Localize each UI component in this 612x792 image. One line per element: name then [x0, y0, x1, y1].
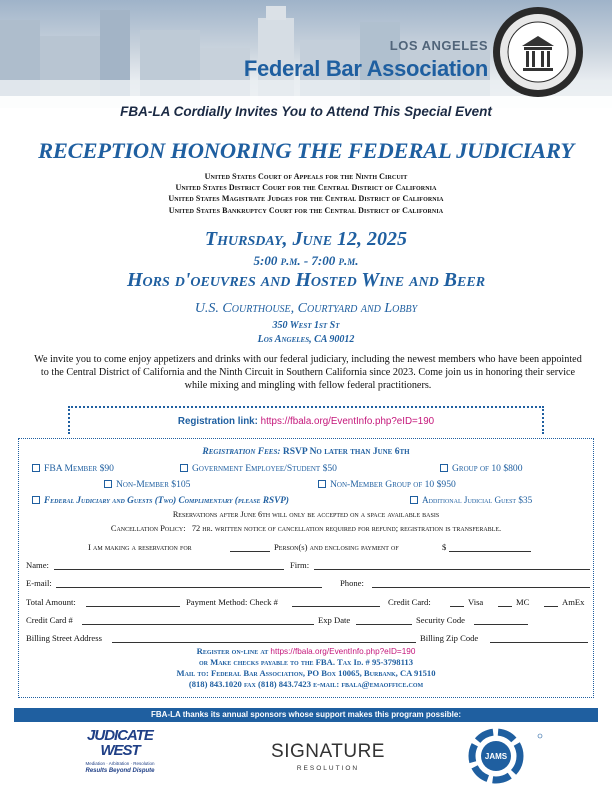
event-time: 5:00 p.m. - 7:00 p.m.: [253, 253, 359, 268]
firm-input[interactable]: [314, 569, 590, 570]
option-judiciary[interactable]: Federal Judiciary and Guests (Two) Complimentary (please RSVP): [32, 495, 289, 505]
credit-card-label: Credit Card:: [388, 597, 431, 607]
registration-link-box: [68, 406, 544, 434]
jams-text: JAMS: [484, 752, 508, 761]
option-non-member[interactable]: Non-Member $105: [104, 479, 190, 490]
option-gov-employee[interactable]: Government Employee/Student $50: [180, 463, 337, 474]
checks-line: or Make checks payable to the FBA. Tax Id. # 95-3798113: [198, 657, 414, 667]
signature-text: SIGNATURE: [271, 741, 385, 762]
reserve-label-b: Person(s) and enclosing payment of: [274, 542, 399, 552]
mc-check[interactable]: [498, 606, 512, 607]
event-title: RECEPTION HONORING THE FEDERAL JUDICIARY: [38, 138, 574, 163]
cancel-label: Cancellation Policy:: [110, 524, 186, 533]
billing-street-input[interactable]: [112, 642, 416, 643]
intro-paragraph: We invite you to come enjoy appetizers and drinks with our federal judiciary, including the newest members who have been appointed to the Central District of California and the Ninth Circuit in Southern California since 2023. Come join us in honoring their service while mixing and mingling with fellow federal practitioners.: [34, 354, 582, 392]
billing-street-label: Billing Street Address: [26, 633, 102, 643]
checkbox[interactable]: [318, 480, 326, 488]
org-subtitle: LOS ANGELES: [389, 38, 488, 53]
venue-street: 350 West 1st St: [272, 320, 340, 331]
registration-label: Registration link:: [177, 416, 258, 427]
register-online-line: [0, 646, 612, 657]
fba-seal-logo: [492, 6, 584, 98]
checkbox[interactable]: [410, 496, 418, 504]
event-date: Thursday, June 12, 2025: [204, 228, 408, 250]
west-text: WEST: [100, 742, 140, 759]
exp-date-input[interactable]: [356, 624, 412, 625]
court-item: United States District Court for the Central District of California: [175, 183, 437, 193]
register-online-link[interactable]: https://fbala.org/EventInfo.php?eID=190: [270, 647, 416, 656]
firm-label: Firm:: [290, 560, 310, 570]
checkbox[interactable]: [32, 496, 40, 504]
resolution-text: RESOLUTION: [296, 765, 360, 772]
mail-to-line: Mail to: Federal Bar Association, PO Box 10065, Burbank, CA 91510: [176, 668, 436, 678]
total-amount-input[interactable]: [86, 606, 180, 607]
visa-check[interactable]: [450, 606, 464, 607]
registration-link[interactable]: https://fbala.org/EventInfo.php?eID=190: [260, 416, 435, 427]
security-code-label: Security Code: [416, 615, 465, 625]
checkbox[interactable]: [440, 464, 448, 472]
email-label: E-mail:: [26, 578, 52, 588]
court-item: United States Court of Appeals for the Ninth Circuit: [204, 172, 408, 181]
name-input[interactable]: [54, 569, 284, 570]
phone-label: Phone:: [340, 578, 364, 588]
checkbox[interactable]: [32, 464, 40, 472]
checkbox[interactable]: [180, 464, 188, 472]
email-input[interactable]: [56, 587, 322, 588]
court-item: United States Bankruptcy Court for the Central District of California: [168, 205, 444, 215]
fees-rsvp: RSVP No later than June 6th: [282, 447, 410, 457]
payment-method-label: Payment Method: Check #: [186, 597, 278, 607]
billing-zip-input[interactable]: [490, 642, 588, 643]
venue-city: Los Angeles, CA 90012: [257, 334, 355, 345]
option-additional-judicial-guest[interactable]: Additional Judicial Guest $35: [410, 495, 532, 505]
check-number-input[interactable]: [292, 606, 380, 607]
event-venue: U.S. Courthouse, Courtyard and Lobby: [194, 301, 418, 316]
phone-input[interactable]: [372, 587, 590, 588]
judicate-text: JUDICATE: [87, 727, 153, 744]
header-banner: [0, 0, 612, 108]
mc-label: MC: [516, 597, 530, 607]
reserve-label-a: I am making a reservation for: [88, 542, 192, 552]
org-name: Federal Bar Association: [243, 56, 488, 81]
amex-label: AmEx: [562, 597, 585, 607]
mail-info: [0, 646, 612, 690]
fees-label: Registration Fees:: [202, 447, 281, 457]
court-item: United States Magistrate Judges for the Central District of California: [168, 194, 444, 204]
courts-list: [0, 171, 612, 216]
payment-amount-input[interactable]: [449, 551, 531, 552]
cc-number-input[interactable]: [82, 624, 314, 625]
cancellation-policy: [0, 524, 612, 533]
jams-logo: [458, 728, 548, 784]
signature-resolution-logo: [266, 742, 390, 772]
cc-number-label: Credit Card #: [26, 615, 73, 625]
dollar-sign: $: [442, 542, 447, 552]
fees-header: [0, 447, 612, 457]
cancel-text: 72 hr. written notice of cancellation required for refund; registration is transferable.: [191, 524, 502, 533]
total-amount-label: Total Amount:: [26, 597, 76, 607]
register-online-label: Register on-line at: [196, 646, 269, 656]
persons-input[interactable]: [230, 551, 270, 552]
event-refreshments: Hors d'oeuvres and Hosted Wine and Beer: [126, 269, 486, 291]
option-non-member-group[interactable]: Non-Member Group of 10 $950: [318, 479, 456, 490]
judicate-subtitle: Mediation · Arbitration · Resolution: [85, 761, 155, 766]
judicate-west-logo: [74, 728, 166, 784]
security-code-input[interactable]: [474, 624, 528, 625]
judicate-tagline: Results Beyond Dispute: [85, 768, 155, 774]
name-label: Name:: [26, 560, 49, 570]
invitation-line: FBA-LA Cordially Invites You to Attend This Special Event: [120, 104, 492, 119]
option-fba-member[interactable]: FBA Member $90: [32, 463, 114, 474]
reservations-note: Reservations after June 6th will only be accepted on a space available basis: [172, 510, 440, 519]
option-group-of-10[interactable]: Group of 10 $800: [440, 463, 523, 474]
billing-zip-label: Billing Zip Code: [420, 633, 479, 643]
exp-date-label: Exp Date: [318, 615, 351, 625]
checkbox[interactable]: [104, 480, 112, 488]
amex-check[interactable]: [544, 606, 558, 607]
sponsor-bar: FBA-LA thanks its annual sponsors whose support makes this program possible:: [14, 708, 598, 722]
contact-line: (818) 843.1020 fax (818) 843.7423 e-mail: fbala@emaoffice.com: [188, 679, 424, 689]
visa-label: Visa: [468, 597, 484, 607]
